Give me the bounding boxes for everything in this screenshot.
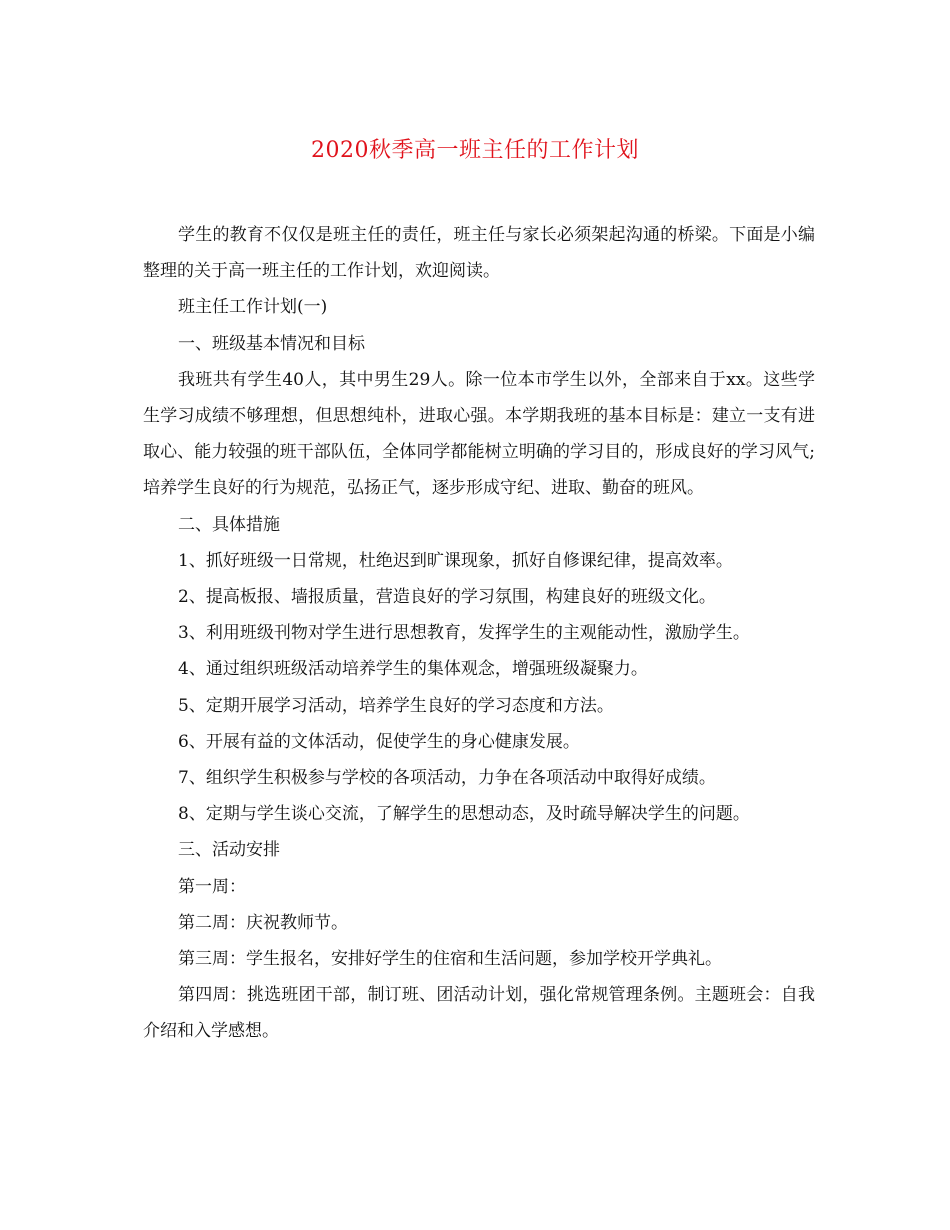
section-heading-plan-one: 班主任工作计划(一) [178,297,328,318]
section-heading-activities: 三、活动安排 [178,840,280,861]
measure-item-7: 7、组织学生积极参与学校的各项活动，力争在各项活动中取得好成绩。 [178,768,716,789]
document-body [143,217,815,1050]
paragraph-intro: 学生的教育不仅仅是班主任的责任，班主任与家长必须架起沟通的桥梁。下面是小编整理的关于高一班主任的工作计划，欢迎阅读。 [143,225,815,282]
measure-item-6: 6、开展有益的文体活动，促使学生的身心健康发展。 [178,731,580,752]
measure-item-1: 1、抓好班级一日常规，杜绝迟到旷课现象，抓好自修课纪律，提高效率。 [178,550,733,571]
paragraph-class-overview: 我班共有学生40人，其中男生29人。除一位本市学生以外，全部来自于xx。这些学生学习成绩不够理想，但思想纯朴，进取心强。本学期我班的基本目标是：建立一支有进取心、能力较强的班干部队伍，全体同学都能树立明确的学习目的，形成良好的学习风气;培养学生良好的行为规范，弘扬正气，逐步形成守纪、进取、勤奋的班风。 [143,369,815,499]
measure-item-3: 3、利用班级刊物对学生进行思想教育，发挥学生的主观能动性，激励学生。 [178,623,750,644]
measure-item-5: 5、定期开展学习活动，培养学生良好的学习态度和方法。 [178,695,614,716]
section-heading-basic-info: 一、班级基本情况和目标 [178,333,365,354]
measure-item-2: 2、提高板报、墙报质量，营造良好的学习氛围，构建良好的班级文化。 [178,587,716,608]
week-item-2: 第二周：庆祝教师节。 [178,912,348,933]
week-item-1: 第一周： [178,876,246,897]
document-title: 2020秋季高一班主任的工作计划 [311,138,639,163]
week-item-3: 第三周：学生报名，安排好学生的住宿和生活问题，参加学校开学典礼。 [178,949,722,970]
week-item-4: 第四周：挑选班团干部，制订班、团活动计划，强化常规管理条例。主题班会：自我介绍和入学感想。 [143,985,815,1042]
measure-item-4: 4、通过组织班级活动培养学生的集体观念，增强班级凝聚力。 [178,659,648,680]
section-heading-measures: 二、具体措施 [178,514,280,535]
measure-item-8: 8、定期与学生谈心交流，了解学生的思想动态，及时疏导解决学生的问题。 [178,804,750,825]
